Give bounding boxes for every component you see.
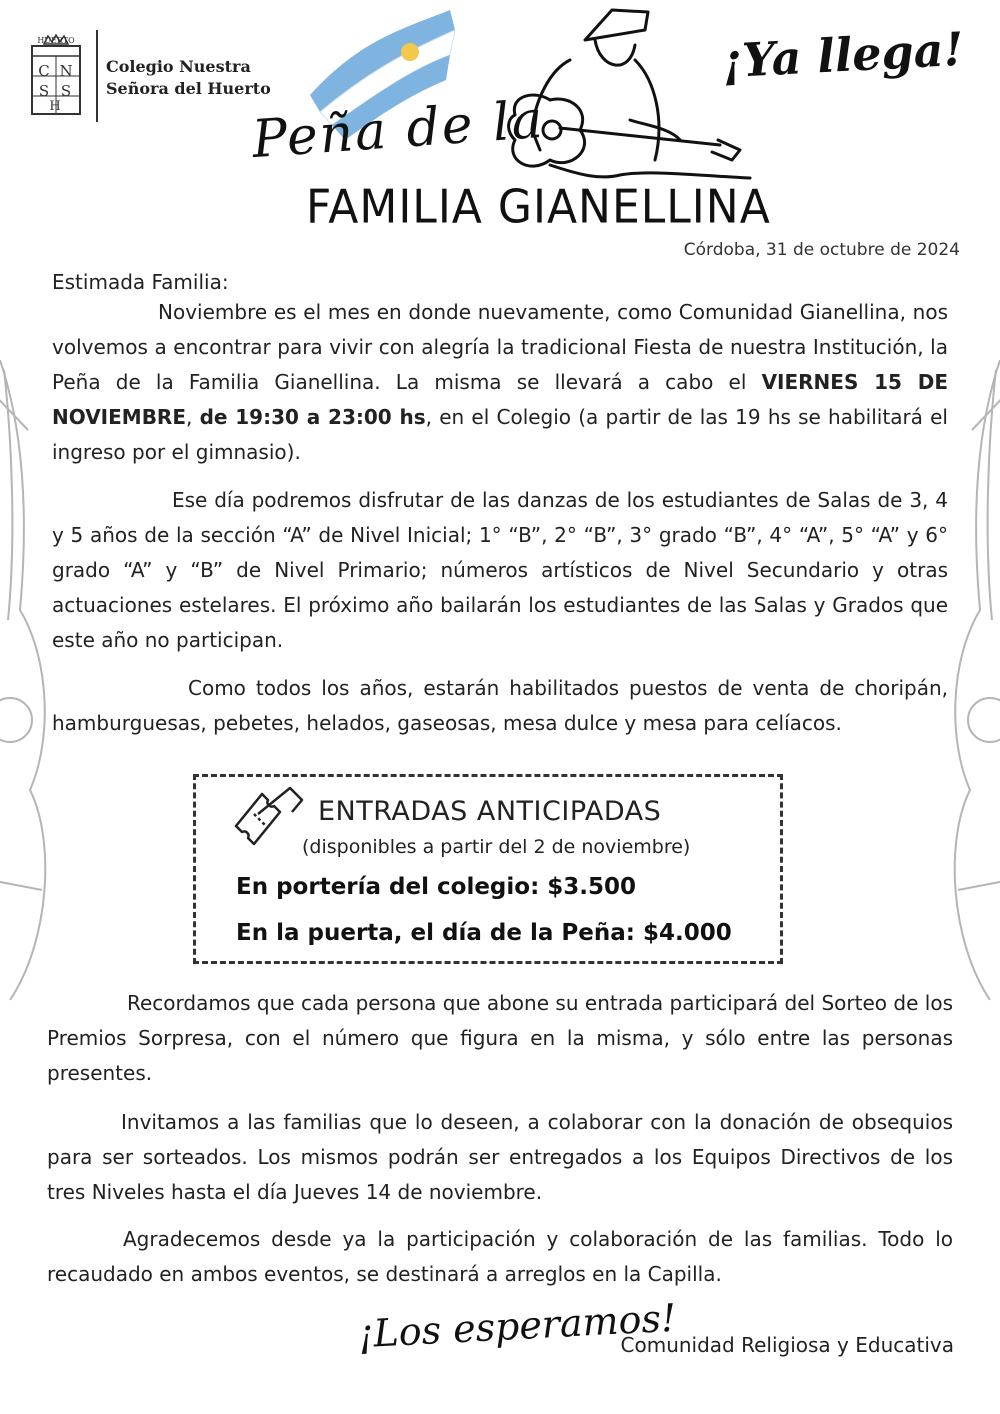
crest-label: HUERTO [37, 36, 75, 45]
letter-paragraph-2: Ese día podremos disfrutar de las danzas de los estudiantes de Salas de 3, 4 y 5 años de la sección “A” de Nivel Inicial; 1° “B”, 2° “B”, 3° grado “B”, 4° “A”, 5° “A” y 6° grado “A” y “B” de Nivel Primario; números artísticos de Nivel Secundario y otras actuaciones estelares. El próximo año bailarán los estudiantes de las Salas y Grados que este año no participan. [52, 488, 948, 652]
price-door: En la puerta, el día de la Peña: $4.000 [236, 920, 732, 946]
crest-letter: N [59, 62, 73, 80]
school-name-line2: Señora del Huerto [106, 79, 271, 98]
letter-paragraph-6: Agradecemos desde ya la participación y colaboración de las familias. Todo lo recaudado en ambos eventos, se destinará a arreglos en la Capilla. [47, 1227, 953, 1286]
crest-letter: C [38, 62, 50, 80]
ticket-icon [232, 784, 306, 854]
crest-letter: S [60, 82, 72, 100]
tickets-title: ENTRADAS ANTICIPADAS [318, 796, 662, 827]
guitar-icon [940, 360, 1000, 1010]
school-name-line1: Colegio Nuestra [106, 57, 251, 76]
crest-letter: H [49, 99, 61, 114]
title-line1: Peña de la [250, 89, 547, 171]
guitar-icon [0, 360, 60, 1010]
logo-divider [96, 30, 98, 122]
crest-letter: S [38, 82, 50, 100]
letter-greeting: Estimada Familia: [52, 270, 229, 294]
school-name [106, 56, 271, 100]
letter-paragraph-4: Recordamos que cada persona que abone su entrada participará del Sorteo de los Premios Sorpresa, con el número que figura en la misma, y sólo entre las personas presentes. [47, 991, 953, 1085]
letter-paragraph-1 [52, 295, 948, 470]
event-time: de 19:30 a 23:00 hs [199, 405, 426, 429]
letter-date: Córdoba, 31 de octubre de 2024 [683, 240, 960, 260]
event-date: VIERNES 15 DE NOVIEMBRE [52, 370, 948, 429]
title-line2: FAMILIA GIANELLINA [306, 180, 771, 235]
p1-text-b: , [186, 405, 200, 429]
letter-paragraph-3: Como todos los años, estarán habilitados puestos de venta de choripán, hamburguesas, pebetes, helados, gaseosas, mesa dulce y mesa para celíacos. [52, 676, 948, 735]
p1-text-a: Noviembre es el mes en donde nuevamente, como Comunidad Gianellina, nos volvemos a encontrar para vivir con alegría la tradicional Fiesta de nuestra Institución, la Peña de la Familia Gianellina. La misma se llevará a cabo el [52, 300, 948, 394]
closing-phrase: ¡Los esperamos! [357, 1295, 678, 1357]
p1-text-c: , en el Colegio (a partir de las 19 hs se habilitará el ingreso por el gimnasio). [52, 405, 948, 464]
signature: Comunidad Religiosa y Educativa [620, 1333, 954, 1357]
tickets-subtitle: (disponibles a partir del 2 de noviembre) [302, 836, 691, 858]
price-advance: En portería del colegio: $3.500 [236, 874, 637, 900]
letter-paragraph-5: Invitamos a las familias que lo deseen, a colaborar con la donación de obsequios para ser sorteados. Los mismos podrán ser entregados a los Equipos Directivos de los tres Niveles hasta el día Jueves 14 de noviembre. [47, 1110, 953, 1204]
ya-llega-heading: ¡Ya llega! [720, 21, 965, 89]
